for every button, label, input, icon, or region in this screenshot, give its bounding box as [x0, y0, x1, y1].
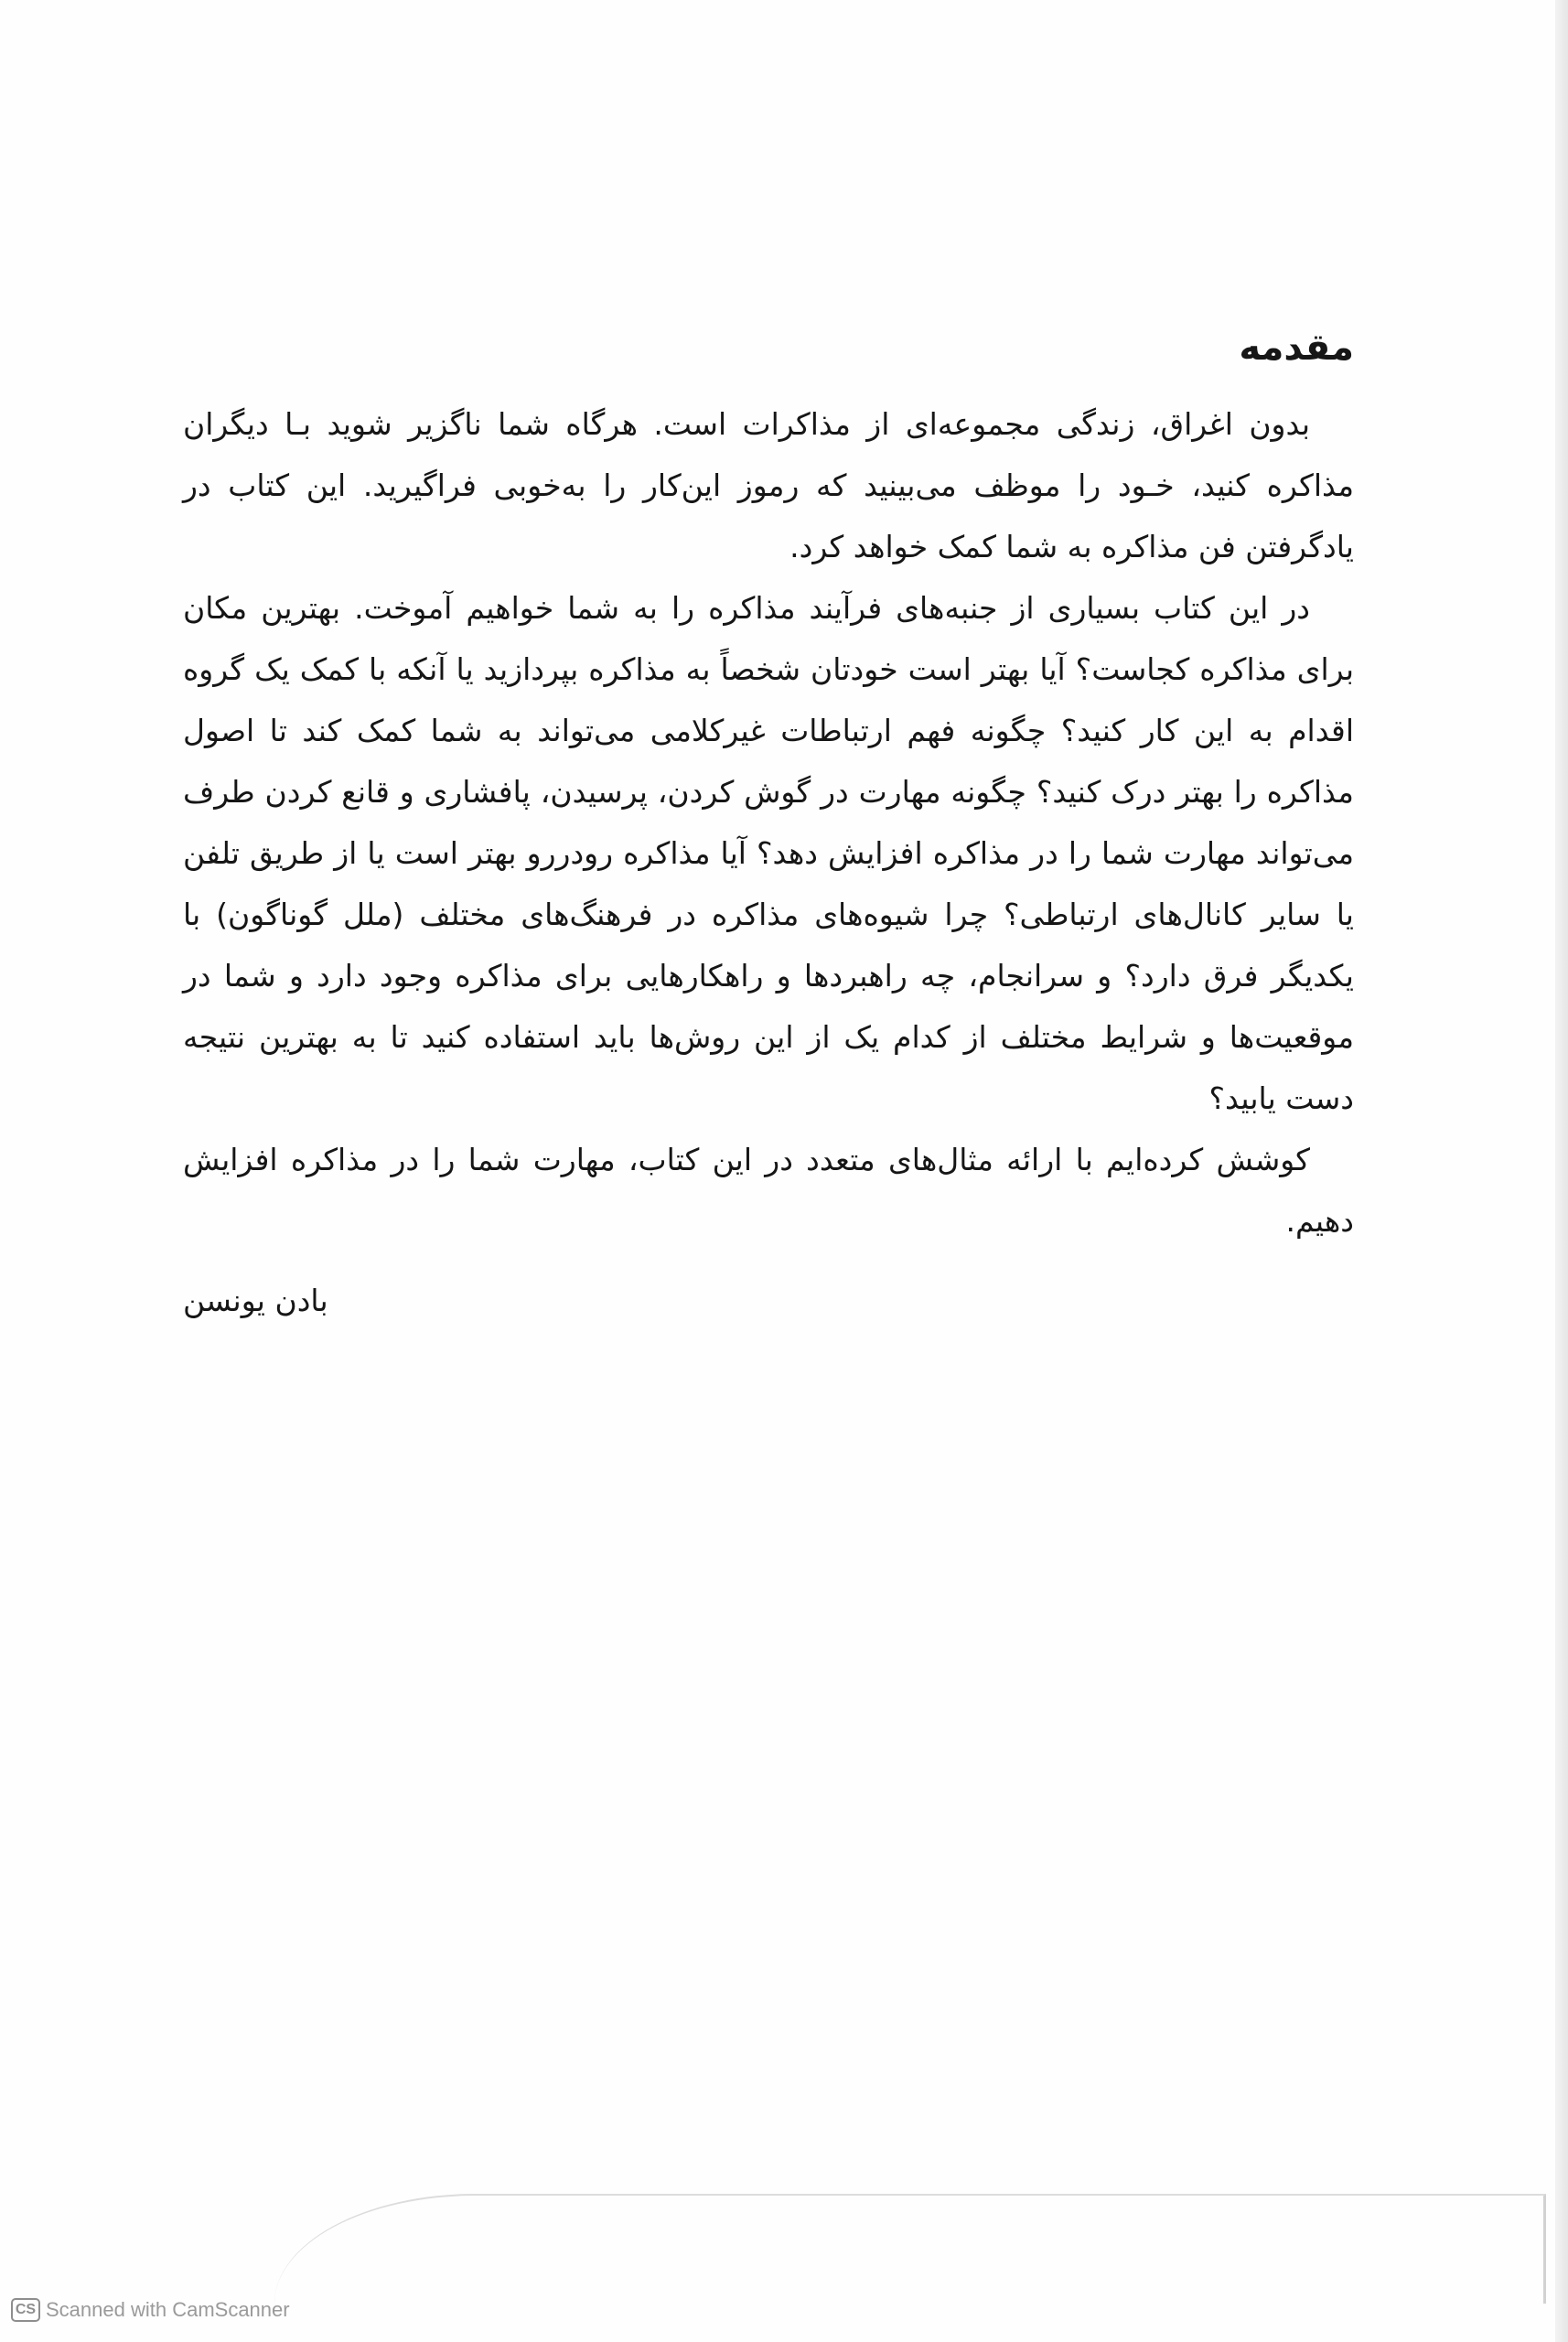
document-body — [183, 320, 1354, 1328]
camscanner-logo-icon: CS — [11, 2298, 40, 2322]
author-row — [183, 1252, 1354, 1328]
scanner-watermark — [11, 2298, 290, 2322]
paragraph-1: بدون اغراق، زندگی مجموعه‌ای از مذاکرات است. هرگاه شما ناگزیر شوید بـا دیگران مذاکره کنید، خـود را موظف می‌بینید که رموز این‌کار را به‌خوبی فراگیرید. این کتاب در یادگرفتن فن مذاکره به شما کمک خواهد کرد. — [183, 406, 1354, 564]
page-title: مقدمه — [1239, 327, 1354, 369]
paragraph-2: در این کتاب بسیاری از جنبه‌های فرآیند مذاکره را به شما خواهیم آموخت. بهترین مکان برای مذاکره کجاست؟ آیا بهتر است خودتان شخصاً به مذاکره بپردازید یا آنکه با کمک یک گروه اقدام به این کار کنید؟ چگونه فهم ارتباطات غیرکلامی می‌تواند به شما کمک کند تا اصول مذاکره را بهتر درک کنید؟ چگونه مهارت در گوش کردن، پرسیدن، پافشاری و قانع کردن طرف می‌تواند مهارت شما را در مذاکره افزایش دهد؟ آیا مذاکره رودررو بهتر است یا از طریق تلفن یا سایر کانال‌های ارتباطی؟ چرا شیوه‌های مذاکره در فرهنگ‌های مختلف (ملل گوناگون) با یکدیگر فرق دارد؟ و سرانجام، چه راهبردها و راهکارهایی برای مذاکره وجود دارد و شما در موقعیت‌ها و شرایط مختلف از کدام یک از این روش‌ها باید استفاده کنید تا به بهترین نتیجه دست یابید؟ — [183, 590, 1354, 1116]
paragraph-3: کوشش کرده‌ایم با ارائه مثال‌های متعدد در این کتاب، مهارت شما را در مذاکره افزایش دهیم. — [183, 1142, 1354, 1239]
watermark-label: Scanned with CamScanner — [46, 2298, 290, 2321]
page-edge-shadow — [1555, 0, 1568, 2342]
paper-fold-line — [274, 2194, 1546, 2304]
author-signature: بادن یونسن — [183, 1283, 328, 1318]
